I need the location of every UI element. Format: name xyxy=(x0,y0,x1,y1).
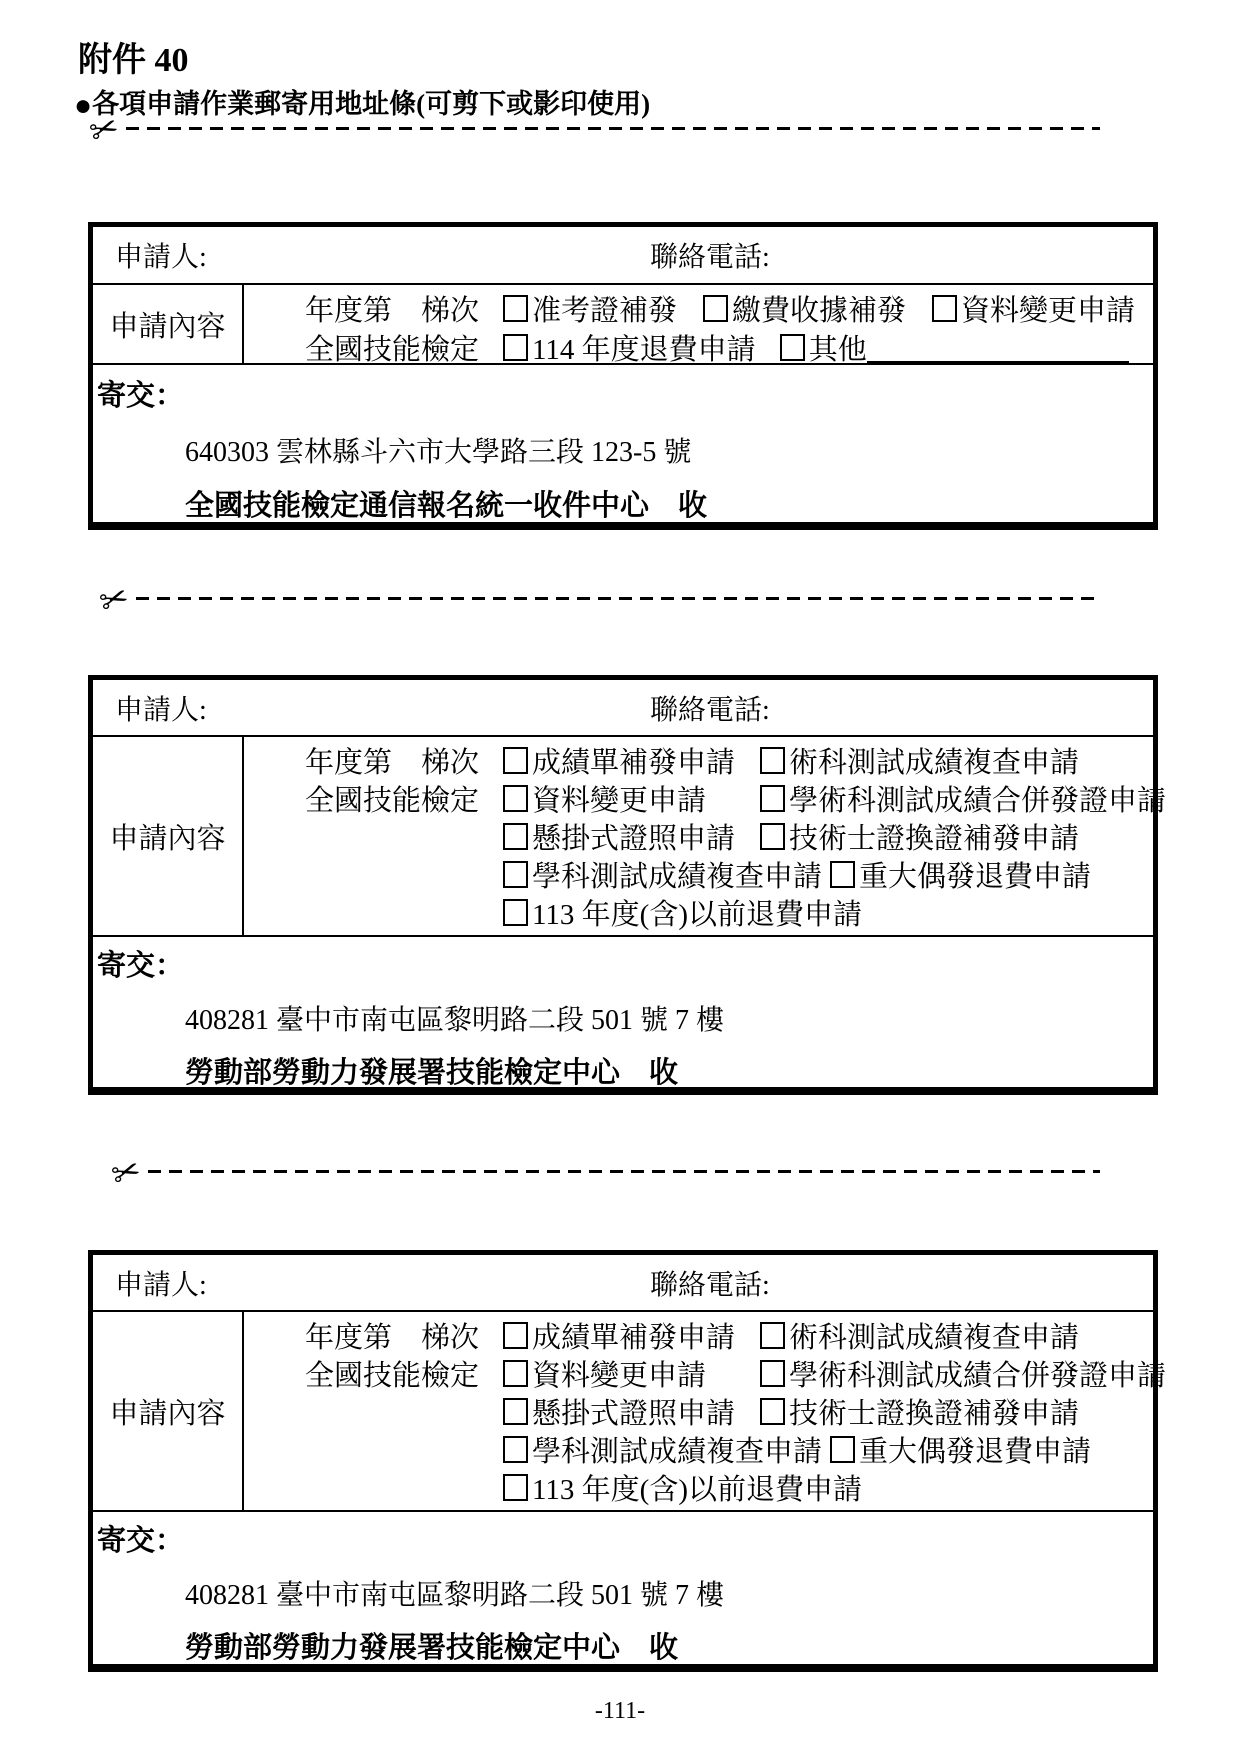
send-to-label: 寄交： xyxy=(97,950,185,982)
option-line xyxy=(244,1316,1166,1354)
cut-line-2 xyxy=(95,578,1100,623)
option xyxy=(503,1391,752,1432)
schedule-prefix: 年度第 梯次 xyxy=(304,746,479,779)
option-label: 資料變更申請 xyxy=(961,295,1136,327)
option-line xyxy=(244,741,1166,779)
applicant-label: 申請人: xyxy=(115,242,207,273)
option-label: 術科測試成績複查申請 xyxy=(789,746,1080,779)
option-label: 資料變更申請 xyxy=(532,1359,707,1392)
option xyxy=(760,816,1079,857)
send-to-label: 寄交： xyxy=(97,380,185,412)
option-line xyxy=(244,1468,1166,1506)
option-label: 學術科測試成績合併發證申請 xyxy=(789,784,1167,817)
option-label: 學術科測試成績合併發證申請 xyxy=(789,1359,1167,1392)
postal-address: 640303 雲林縣斗六市大學路三段 123-5 號 xyxy=(185,437,692,468)
dashed-cut-line xyxy=(148,1170,1100,1173)
option-checkbox[interactable] xyxy=(760,823,785,850)
scissors-icon: ✂ xyxy=(85,108,124,153)
mail-slip-1 xyxy=(88,222,1158,530)
option xyxy=(760,740,1079,781)
application-options xyxy=(244,737,1166,935)
application-content-label: 申請內容 xyxy=(93,285,244,363)
schedule-prefix: 年度第 梯次 xyxy=(304,295,479,327)
option-checkbox[interactable] xyxy=(830,861,855,888)
option xyxy=(703,288,906,329)
postal-address: 408281 臺中市南屯區黎明路二段 501 號 7 樓 xyxy=(185,1580,725,1611)
application-options xyxy=(244,285,1161,366)
option-label: 重大偶發退費申請 xyxy=(859,1435,1092,1468)
option xyxy=(503,1315,752,1356)
option-checkbox[interactable] xyxy=(503,785,528,812)
page-number: -111- xyxy=(594,1698,646,1724)
option xyxy=(760,1353,1166,1394)
scissors-icon: ✂ xyxy=(95,578,134,623)
section-heading-text: 各項申請作業郵寄用地址條(可剪下或影印使用) xyxy=(92,89,651,119)
option-label: 重大偶發退費申請 xyxy=(859,860,1092,893)
application-content-row xyxy=(93,737,1167,937)
option-checkbox[interactable] xyxy=(503,1474,528,1501)
send-to-label: 寄交： xyxy=(97,1525,185,1557)
attachment-label: 附件 40 xyxy=(78,42,189,79)
dashed-cut-line xyxy=(136,597,1100,600)
option-checkbox[interactable] xyxy=(503,1436,528,1463)
option-checkbox[interactable] xyxy=(503,1322,528,1349)
option-label: 繳費收據補發 xyxy=(732,295,907,327)
send-to-section xyxy=(93,365,1153,524)
applicant-row xyxy=(93,680,1153,737)
option-checkbox[interactable] xyxy=(760,1398,785,1425)
exam-name: 全國技能檢定 xyxy=(304,334,479,366)
option-label: 其他 xyxy=(808,334,867,366)
option xyxy=(503,1353,752,1394)
option-line xyxy=(244,779,1166,817)
applicant-label: 申請人: xyxy=(115,694,207,726)
contact-phone-label: 聯絡電話: xyxy=(650,1269,770,1301)
option xyxy=(503,892,862,933)
option-label: 學科測試成績複查申請 xyxy=(532,1435,823,1468)
option-checkbox[interactable] xyxy=(503,334,528,361)
option-label: 術科測試成績複查申請 xyxy=(789,1321,1080,1354)
option-label: 114 年度退費申請 xyxy=(532,334,756,366)
application-content-row xyxy=(93,1312,1167,1512)
option-line xyxy=(244,817,1166,855)
option xyxy=(503,854,822,895)
applicant-label: 申請人: xyxy=(115,1269,207,1301)
option-line xyxy=(244,289,1161,328)
cut-line-3 xyxy=(107,1151,1100,1196)
option-checkbox[interactable] xyxy=(932,295,957,322)
option-checkbox[interactable] xyxy=(503,747,528,774)
option xyxy=(503,327,756,368)
application-content-row xyxy=(93,285,1153,365)
scissors-icon: ✂ xyxy=(107,1151,146,1196)
option-line xyxy=(244,893,1166,931)
option-label: 成績單補發申請 xyxy=(532,746,736,779)
option-checkbox[interactable] xyxy=(780,334,805,361)
option xyxy=(830,854,1091,895)
option-label: 113 年度(含)以前退費申請 xyxy=(532,1473,862,1506)
option xyxy=(503,1429,822,1470)
option-label: 技術士證換證補發申請 xyxy=(789,1397,1080,1430)
option-label: 技術士證換證補發申請 xyxy=(789,822,1080,855)
mail-slip-2 xyxy=(88,675,1167,1095)
option xyxy=(760,778,1166,819)
application-content-label: 申請內容 xyxy=(93,737,244,935)
option xyxy=(503,1467,862,1508)
option-label: 懸掛式證照申請 xyxy=(532,822,736,855)
option-line xyxy=(244,1392,1166,1430)
recipient-name: 全國技能檢定通信報名統一收件中心 收 xyxy=(185,490,708,522)
contact-phone-label: 聯絡電話: xyxy=(650,694,770,726)
option xyxy=(503,740,752,781)
mail-slip-3 xyxy=(88,1250,1167,1672)
option xyxy=(503,288,677,329)
option-label: 懸掛式證照申請 xyxy=(532,1397,736,1430)
recipient-name: 勞動部勞動力發展署技能檢定中心 收 xyxy=(185,1632,679,1664)
option xyxy=(830,1429,1091,1470)
option-checkbox[interactable] xyxy=(760,785,785,812)
option-checkbox[interactable] xyxy=(503,899,528,926)
option xyxy=(760,1315,1079,1356)
option-checkbox[interactable] xyxy=(760,747,785,774)
option-label: 准考證補發 xyxy=(532,295,678,327)
option xyxy=(780,327,1129,368)
option-checkbox[interactable] xyxy=(503,1360,528,1387)
contact-phone-label: 聯絡電話: xyxy=(650,242,770,273)
applicant-row xyxy=(93,227,1153,285)
option-checkbox[interactable] xyxy=(503,295,528,322)
option xyxy=(760,1391,1079,1432)
option-line xyxy=(244,1354,1166,1392)
option-checkbox[interactable] xyxy=(760,1360,785,1387)
send-to-section xyxy=(93,1512,1153,1666)
recipient-name: 勞動部勞動力發展署技能檢定中心 收 xyxy=(185,1057,679,1089)
schedule-prefix: 年度第 梯次 xyxy=(304,1321,479,1354)
exam-name: 全國技能檢定 xyxy=(304,784,479,817)
application-options xyxy=(244,1312,1166,1510)
option-checkbox[interactable] xyxy=(503,861,528,888)
exam-name: 全國技能檢定 xyxy=(304,1359,479,1392)
send-to-section xyxy=(93,937,1153,1091)
option-checkbox[interactable] xyxy=(503,823,528,850)
option-checkbox[interactable] xyxy=(830,1436,855,1463)
option xyxy=(503,816,752,857)
application-content-label: 申請內容 xyxy=(93,1312,244,1510)
option-checkbox[interactable] xyxy=(703,295,728,322)
option-line xyxy=(244,855,1166,893)
option-label: 成績單補發申請 xyxy=(532,1321,736,1354)
option-checkbox[interactable] xyxy=(503,1398,528,1425)
dashed-cut-line xyxy=(126,127,1100,130)
option-line xyxy=(244,1430,1166,1468)
option-checkbox[interactable] xyxy=(760,1322,785,1349)
cut-line-1 xyxy=(85,108,1100,153)
option xyxy=(503,778,752,819)
option-label: 學科測試成績複查申請 xyxy=(532,860,823,893)
applicant-row xyxy=(93,1255,1153,1312)
option-line xyxy=(244,328,1161,367)
other-fill-line xyxy=(867,333,1129,363)
option-label: 資料變更申請 xyxy=(532,784,707,817)
bullet-icon: ● xyxy=(74,89,93,122)
postal-address: 408281 臺中市南屯區黎明路二段 501 號 7 樓 xyxy=(185,1005,725,1036)
option xyxy=(932,288,1135,329)
option-label: 113 年度(含)以前退費申請 xyxy=(532,898,862,931)
